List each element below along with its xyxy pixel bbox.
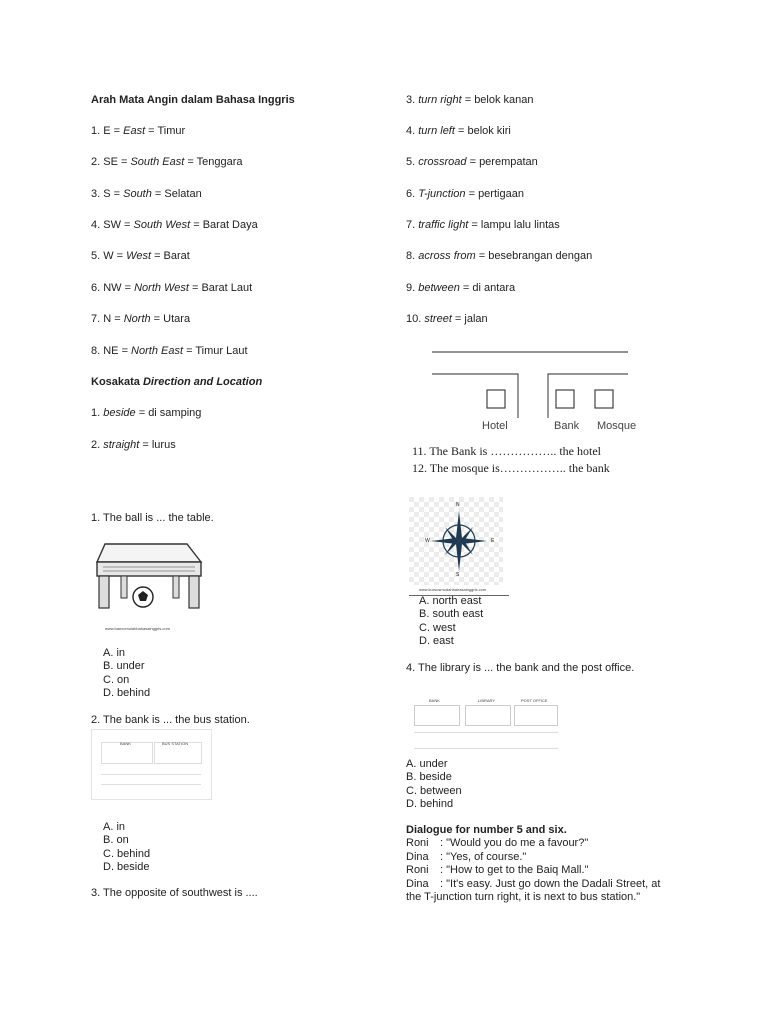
question-3-text: 3. The opposite of southwest is .... bbox=[91, 887, 258, 899]
label-bank: BANK bbox=[429, 698, 440, 703]
option-c[interactable]: C. west bbox=[419, 621, 456, 634]
option-b[interactable]: B. on bbox=[103, 834, 129, 847]
option-c[interactable]: C. on bbox=[103, 673, 130, 686]
vocab-item: 10. street = jalan bbox=[406, 313, 488, 325]
option-a[interactable]: A. under bbox=[406, 758, 448, 770]
question-4-options bbox=[406, 758, 462, 812]
table-ball-image bbox=[91, 540, 207, 636]
vocab-item: 6. T-junction = pertigaan bbox=[406, 188, 524, 200]
option-d[interactable]: D. beside bbox=[103, 861, 150, 874]
dialogue-line: Roni : "How to get to the Baiq Mall." bbox=[406, 864, 589, 877]
option-d[interactable]: D. behind bbox=[103, 687, 151, 700]
direction-item: 3. S = South = Selatan bbox=[91, 188, 202, 200]
dialogue-block bbox=[406, 824, 696, 904]
dialogue-line: Roni : "Would you do me a favour?" bbox=[406, 837, 589, 850]
section-title-directions: Arah Mata Angin dalam Bahasa Inggris bbox=[91, 94, 295, 106]
option-a[interactable]: A. in bbox=[103, 647, 126, 659]
label-post-office: POST OFFICE bbox=[521, 698, 548, 703]
road-line bbox=[414, 748, 558, 749]
direction-item: 7. N = North = Utara bbox=[91, 313, 191, 325]
dialogue-title: Dialogue for number 5 and six. bbox=[406, 824, 567, 836]
map-question-11: 11. The Bank is …………….. the hotel bbox=[412, 444, 601, 458]
vocab-item: 5. crossroad = perempatan bbox=[406, 156, 538, 168]
vocab-item: 9. between = di antara bbox=[406, 282, 516, 294]
library-map-image bbox=[409, 692, 561, 754]
map-label-bank: Bank bbox=[554, 420, 580, 432]
label-bank: BANK bbox=[120, 741, 131, 746]
compass-label-w: W bbox=[425, 538, 430, 544]
section-title-vocabulary: Kosakata Direction and Location bbox=[91, 376, 263, 388]
option-c[interactable]: C. between bbox=[406, 784, 462, 797]
compass-image bbox=[409, 497, 509, 596]
option-d[interactable]: D. behind bbox=[406, 798, 454, 811]
road-line bbox=[101, 774, 201, 775]
image-credit: www.bancomulahbahasainggris.com bbox=[105, 626, 170, 631]
bus-station-image bbox=[91, 729, 212, 800]
vocab-item: 2. straight = lurus bbox=[91, 439, 176, 451]
option-b[interactable]: B. under bbox=[103, 660, 145, 673]
direction-item: 5. W = West = Barat bbox=[91, 250, 190, 262]
image-credit: www.kursusmudahbahasainggris.com bbox=[419, 587, 487, 592]
street-map-drawing bbox=[408, 340, 644, 480]
bank-box bbox=[414, 705, 460, 726]
road-line bbox=[414, 732, 558, 733]
dialogue-line: Dina : "Yes, of course." bbox=[406, 850, 527, 863]
option-a[interactable]: A. north east bbox=[419, 595, 482, 607]
dialogue-line: Dina : "It's easy. Just go down the Dadali Street, at bbox=[406, 877, 661, 890]
question-3-options bbox=[419, 595, 483, 649]
dialogue-continuation: the T-junction turn right, it is next to bus station." bbox=[406, 891, 641, 904]
compass-label-s: S bbox=[456, 572, 460, 578]
question-1-options bbox=[103, 647, 150, 701]
table-ball-drawing bbox=[91, 540, 207, 636]
direction-item: 1. E = East = Timur bbox=[91, 125, 186, 137]
option-a[interactable]: A. in bbox=[103, 821, 126, 833]
compass-label-n: N bbox=[456, 502, 460, 508]
direction-item: 2. SE = South East = Tenggara bbox=[91, 156, 243, 168]
library-box bbox=[465, 705, 511, 726]
vocab-item: 4. turn left = belok kiri bbox=[406, 125, 511, 137]
label-library: LIBRARY bbox=[478, 698, 496, 703]
option-c[interactable]: C. behind bbox=[103, 847, 151, 860]
road-line bbox=[101, 784, 201, 785]
option-b[interactable]: B. south east bbox=[419, 608, 484, 621]
street-map-image bbox=[408, 340, 644, 480]
question-1-text: 1. The ball is ... the table. bbox=[91, 512, 214, 524]
question-2-text: 2. The bank is ... the bus station. bbox=[91, 714, 250, 726]
direction-item: 8. NE = North East = Timur Laut bbox=[91, 345, 248, 357]
map-label-mosque: Mosque bbox=[597, 420, 637, 432]
option-d[interactable]: D. east bbox=[419, 635, 454, 648]
question-4-text: 4. The library is ... the bank and the post office. bbox=[406, 662, 635, 674]
vocab-item: 1. beside = di samping bbox=[91, 407, 202, 419]
direction-item: 4. SW = South West = Barat Daya bbox=[91, 219, 258, 231]
vocab-item: 7. traffic light = lampu lalu lintas bbox=[406, 219, 560, 231]
compass-label-e: E bbox=[491, 538, 495, 544]
question-2-options bbox=[103, 821, 150, 875]
map-label-hotel: Hotel bbox=[482, 420, 508, 432]
map-question-12: 12. The mosque is…………….. the bank bbox=[412, 461, 610, 475]
vocab-item: 8. across from = besebrangan dengan bbox=[406, 250, 593, 262]
label-bus-station: BUS STATION bbox=[162, 741, 189, 746]
post-office-box bbox=[514, 705, 558, 726]
direction-item: 6. NW = North West = Barat Laut bbox=[91, 282, 253, 294]
option-b[interactable]: B. beside bbox=[406, 771, 452, 784]
vocab-item: 3. turn right = belok kanan bbox=[406, 94, 534, 106]
